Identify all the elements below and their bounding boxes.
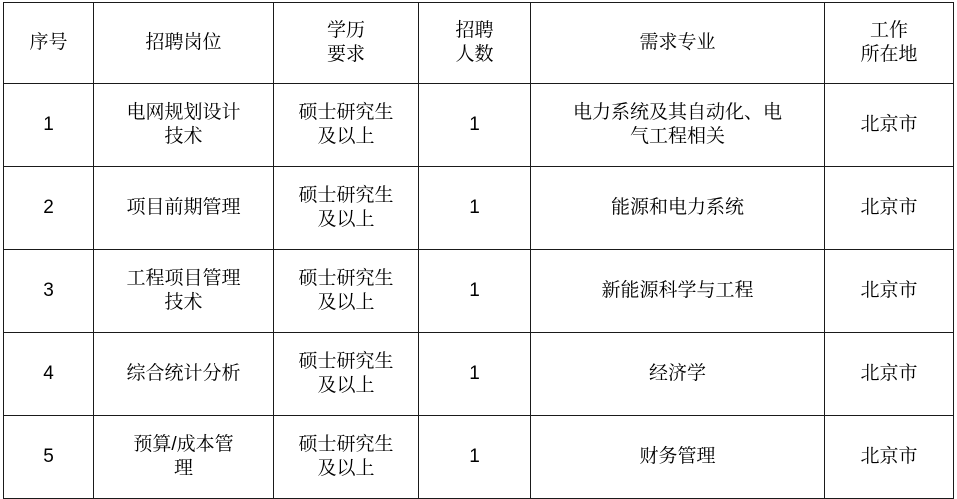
table-row	[4, 416, 954, 499]
column-header-education	[274, 3, 419, 84]
cell-education	[274, 250, 419, 333]
column-header-location	[825, 3, 954, 84]
cell-position	[94, 333, 274, 416]
column-header-position	[94, 3, 274, 84]
cell-line: 及以上	[317, 375, 375, 396]
cell-line: 北京市	[860, 113, 918, 135]
cell-line: 北京市	[860, 445, 918, 467]
cell-line: 及以上	[317, 126, 375, 147]
cell-index: 2	[4, 167, 94, 250]
cell-major	[531, 84, 825, 167]
cell-location	[825, 167, 954, 250]
cell-location	[825, 333, 954, 416]
header-line: 人数	[455, 44, 494, 65]
table-row	[4, 333, 954, 416]
header-line: 招聘岗位	[145, 31, 222, 53]
cell-line: 北京市	[860, 196, 918, 218]
cell-position	[94, 250, 274, 333]
cell-line: 新能源科学与工程	[601, 279, 754, 301]
table-row	[4, 167, 954, 250]
cell-line: 综合统计分析	[126, 362, 241, 384]
cell-line: 电力系统及其自动化、电	[572, 101, 782, 123]
column-header-major	[531, 3, 825, 84]
header-line: 招聘	[455, 19, 494, 41]
cell-line: 硕士研究生	[298, 184, 394, 206]
cell-education	[274, 167, 419, 250]
header-line: 所在地	[860, 44, 918, 65]
cell-line: 技术	[164, 292, 203, 313]
cell-position	[94, 416, 274, 499]
table-row	[4, 84, 954, 167]
cell-line: 电网规划设计	[126, 101, 241, 123]
cell-education	[274, 84, 419, 167]
cell-line: 北京市	[860, 362, 918, 384]
cell-index: 5	[4, 416, 94, 499]
cell-position	[94, 84, 274, 167]
header-line: 学历	[326, 19, 365, 41]
header-line: 需求专业	[639, 31, 716, 53]
cell-line: 硕士研究生	[298, 433, 394, 455]
column-header-headcount	[419, 3, 531, 84]
cell-line: 能源和电力系统	[610, 196, 744, 218]
cell-line: 财务管理	[639, 445, 716, 467]
cell-major	[531, 416, 825, 499]
cell-headcount: 1	[419, 167, 531, 250]
cell-headcount: 1	[419, 416, 531, 499]
cell-location	[825, 250, 954, 333]
cell-index: 3	[4, 250, 94, 333]
table-header	[4, 3, 954, 84]
cell-line: 理	[173, 458, 193, 479]
cell-line: 及以上	[317, 458, 375, 479]
cell-headcount: 1	[419, 250, 531, 333]
cell-line: 经济学	[648, 362, 706, 384]
cell-location	[825, 84, 954, 167]
recruitment-table	[3, 2, 954, 499]
column-header-index	[4, 3, 94, 84]
cell-index: 4	[4, 333, 94, 416]
cell-major	[531, 333, 825, 416]
cell-line: 及以上	[317, 292, 375, 313]
cell-line: 气工程相关	[629, 126, 725, 147]
cell-education	[274, 416, 419, 499]
cell-line: 项目前期管理	[126, 196, 241, 218]
table-row	[4, 250, 954, 333]
cell-line: 预算/成本管	[133, 433, 234, 455]
cell-line: 硕士研究生	[298, 101, 394, 123]
cell-major	[531, 167, 825, 250]
header-line: 要求	[326, 44, 365, 65]
cell-major	[531, 250, 825, 333]
table-body	[4, 84, 954, 499]
header-line: 序号	[29, 31, 68, 53]
cell-education	[274, 333, 419, 416]
cell-line: 硕士研究生	[298, 350, 394, 372]
cell-line: 硕士研究生	[298, 267, 394, 289]
table-header-row	[4, 3, 954, 84]
cell-position	[94, 167, 274, 250]
cell-line: 北京市	[860, 279, 918, 301]
cell-line: 及以上	[317, 209, 375, 230]
cell-index: 1	[4, 84, 94, 167]
cell-line: 工程项目管理	[126, 267, 241, 289]
cell-headcount: 1	[419, 84, 531, 167]
cell-headcount: 1	[419, 333, 531, 416]
cell-location	[825, 416, 954, 499]
header-line: 工作	[869, 19, 908, 41]
cell-line: 技术	[164, 126, 203, 147]
